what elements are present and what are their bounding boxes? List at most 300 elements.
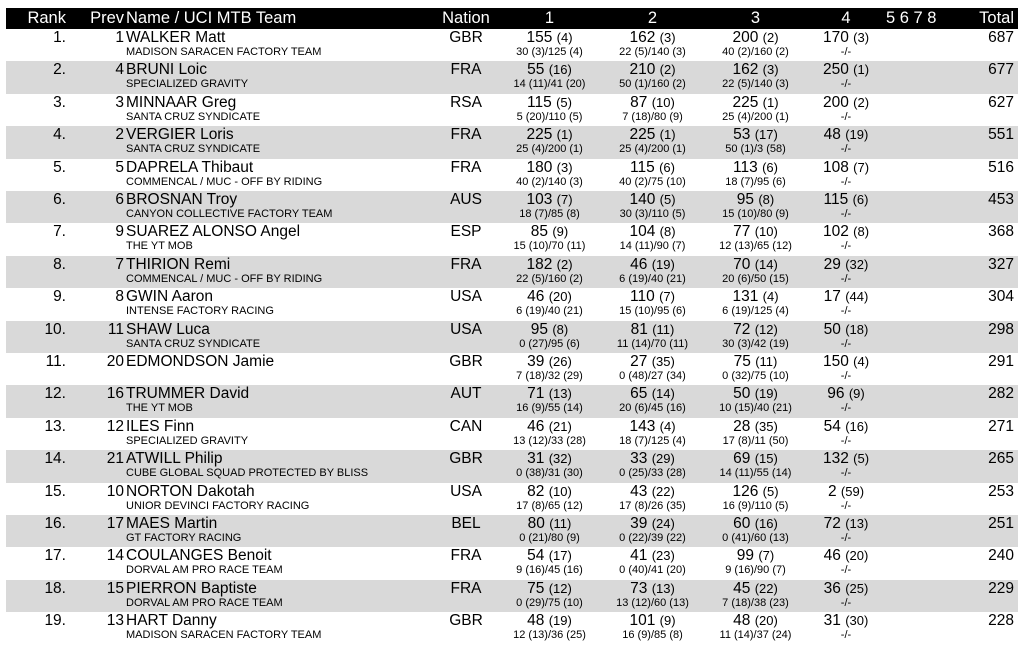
round-2-breakdown: 11 (14)/70 (11) <box>616 337 689 350</box>
nation-cell: CAN <box>449 417 483 435</box>
team-name: SANTA CRUZ SYNDICATE <box>126 143 261 156</box>
table-row <box>6 385 1018 417</box>
prev-rank-cell: 17 <box>106 515 124 532</box>
round-points: 39 <box>527 353 545 370</box>
rank-cell: 10. <box>44 320 66 338</box>
round-position: (1) <box>853 62 870 78</box>
round-1-breakdown: 22 (5)/160 (2) <box>516 272 583 285</box>
rider-name: MAES Martin <box>126 515 218 532</box>
round-points: 140 <box>629 191 656 208</box>
round-points: 96 <box>827 385 845 403</box>
round-3-breakdown: 22 (5)/140 (3) <box>722 78 789 91</box>
round-4-points <box>806 288 886 306</box>
round-points: 225 <box>629 126 656 144</box>
round-4-points <box>806 418 886 436</box>
prev-rank-cell: 8 <box>115 288 124 306</box>
round-2-breakdown: 6 (19)/40 (21) <box>619 272 686 285</box>
total-points: 291 <box>988 353 1014 370</box>
rank-cell: 15. <box>44 482 66 500</box>
team-name: UNIOR DEVINCI FACTORY RACING <box>126 499 310 512</box>
round-2-points <box>615 256 690 274</box>
rank-cell: 13. <box>44 417 66 435</box>
round-position: (16) <box>548 62 572 78</box>
round-points: 182 <box>526 255 553 273</box>
total-points: 228 <box>988 612 1014 630</box>
round-1-points <box>512 256 587 274</box>
round-2-points <box>615 159 690 177</box>
header-nation: Nation <box>442 9 490 27</box>
team-name: SPECIALIZED GRAVITY <box>126 434 249 447</box>
round-points: 210 <box>629 61 656 79</box>
round-points: 104 <box>629 223 656 241</box>
round-position: (16) <box>754 516 778 531</box>
round-1-breakdown: 9 (16)/45 (16) <box>516 564 583 577</box>
rider-name: WALKER Matt <box>126 29 226 46</box>
round-1-breakdown: 0 (21)/80 (9) <box>519 532 580 544</box>
round-3-points <box>718 94 793 112</box>
table-row <box>6 61 1018 93</box>
round-1-points <box>512 353 587 371</box>
round-points: 31 <box>823 612 841 630</box>
round-4-breakdown: -/- <box>840 499 852 512</box>
round-3-breakdown: 25 (4)/200 (1) <box>722 110 789 123</box>
round-1-points <box>512 126 587 144</box>
round-position: (14) <box>754 256 778 272</box>
round-3-breakdown: 6 (19)/125 (4) <box>722 305 789 318</box>
rank-cell: 17. <box>44 547 66 565</box>
prev-rank-cell: 13 <box>106 612 124 630</box>
table-row <box>6 256 1018 288</box>
round-2-breakdown: 17 (8)/26 (35) <box>619 499 686 512</box>
round-points: 99 <box>736 547 755 565</box>
rank-cell: 19. <box>44 612 66 630</box>
round-position: (4) <box>556 30 573 45</box>
header-name: Name / UCI MTB Team <box>126 9 297 27</box>
round-position: (21) <box>548 418 572 434</box>
round-position: (13) <box>845 516 869 531</box>
round-points: 45 <box>733 579 751 597</box>
total-points: 368 <box>988 223 1014 241</box>
round-position: (7) <box>556 192 573 207</box>
round-position: (9) <box>552 224 569 240</box>
nation-cell: GBR <box>449 612 483 630</box>
round-points: 46 <box>630 255 648 273</box>
round-2-points <box>615 321 690 339</box>
round-position: (17) <box>548 548 572 564</box>
round-points: 39 <box>630 515 648 532</box>
round-points: 46 <box>823 547 841 565</box>
round-3-breakdown: 11 (14)/37 (24) <box>719 629 792 642</box>
prev-rank-cell: 7 <box>115 255 124 273</box>
round-3-breakdown: 15 (10)/80 (9) <box>722 208 789 220</box>
round-3-points <box>718 288 793 306</box>
total-points: 677 <box>988 61 1014 79</box>
round-2-points <box>615 385 690 403</box>
round-points: 162 <box>732 61 759 79</box>
team-name: COMMENCAL / MUC - OFF BY RIDING <box>126 272 323 285</box>
rider-name: THIRION Remi <box>126 255 231 273</box>
table-row <box>6 450 1018 482</box>
table-row <box>6 94 1018 126</box>
round-points: 126 <box>732 482 759 500</box>
round-1-points <box>512 547 587 565</box>
round-points: 87 <box>630 93 648 111</box>
round-1-points <box>512 288 587 306</box>
round-4-breakdown: -/- <box>840 337 852 350</box>
team-name: DORVAL AM PRO RACE TEAM <box>126 596 283 609</box>
round-position: (3) <box>659 30 676 45</box>
round-3-points <box>718 353 793 371</box>
team-name: GT FACTORY RACING <box>126 532 242 544</box>
rider-name: EDMONDSON Jamie <box>126 353 275 370</box>
round-2-breakdown: 0 (25)/33 (28) <box>619 467 686 480</box>
round-position: (2) <box>556 256 573 272</box>
round-position: (2) <box>762 30 779 45</box>
nation-cell: GBR <box>449 450 483 468</box>
round-4-breakdown: -/- <box>840 110 852 123</box>
table-header <box>6 8 1018 29</box>
round-points: 41 <box>630 547 648 565</box>
total-points: 327 <box>988 255 1014 273</box>
round-1-points <box>512 450 587 468</box>
prev-rank-cell: 12 <box>106 417 124 435</box>
round-1-points <box>512 191 587 209</box>
round-1-breakdown: 18 (7)/85 (8) <box>519 208 580 220</box>
nation-cell: BEL <box>451 515 481 532</box>
round-2-points <box>615 612 690 630</box>
round-points: 48 <box>733 612 751 630</box>
round-2-points <box>615 547 690 565</box>
round-position: (1) <box>659 127 676 143</box>
nation-cell: USA <box>450 320 482 338</box>
rank-cell: 7. <box>53 223 66 241</box>
round-2-breakdown: 0 (48)/27 (34) <box>619 370 686 382</box>
rank-cell: 11. <box>45 353 66 370</box>
rider-name: HART Danny <box>126 612 217 630</box>
rider-name: ATWILL Philip <box>126 450 223 468</box>
round-3-breakdown: 20 (6)/50 (15) <box>722 272 789 285</box>
round-points: 115 <box>823 191 849 208</box>
round-3-points <box>718 483 793 501</box>
round-position: (19) <box>548 613 572 629</box>
round-4-points <box>806 94 886 112</box>
round-3-points <box>718 612 793 630</box>
prev-rank-cell: 16 <box>106 385 124 403</box>
round-1-breakdown: 16 (9)/55 (14) <box>516 402 583 415</box>
prev-rank-cell: 5 <box>115 158 124 176</box>
round-1-breakdown: 25 (4)/200 (1) <box>516 143 583 156</box>
round-4-points <box>806 126 886 144</box>
round-position: (32) <box>845 256 869 272</box>
round-3-points <box>718 515 793 533</box>
round-points: 170 <box>822 29 849 46</box>
round-position: (13) <box>548 386 572 402</box>
round-position: (20) <box>548 289 572 305</box>
total-points: 265 <box>988 450 1014 468</box>
rank-cell: 6. <box>53 191 66 208</box>
prev-rank-cell: 10 <box>106 482 124 500</box>
round-points: 80 <box>527 515 545 532</box>
round-4-points <box>806 515 886 533</box>
round-1-breakdown: 13 (12)/33 (28) <box>513 434 586 447</box>
round-1-breakdown: 6 (19)/40 (21) <box>516 305 583 318</box>
round-points: 65 <box>630 385 648 403</box>
rider-name: GWIN Aaron <box>126 288 213 306</box>
rider-name: COULANGES Benoit <box>126 547 272 565</box>
round-position: (3) <box>762 62 779 78</box>
round-points: 85 <box>530 223 549 241</box>
round-4-breakdown: -/- <box>840 402 852 415</box>
round-3-breakdown: 0 (41)/60 (13) <box>722 532 789 544</box>
round-4-points <box>806 61 886 79</box>
round-points: 71 <box>527 385 545 403</box>
round-points: 95 <box>736 191 755 208</box>
round-position: (4) <box>853 354 870 369</box>
round-points: 150 <box>822 353 849 370</box>
rank-cell: 2. <box>53 61 66 79</box>
total-points: 229 <box>988 579 1014 597</box>
total-points: 271 <box>988 417 1014 435</box>
round-position: (10) <box>548 483 572 499</box>
prev-rank-cell: 4 <box>115 61 124 79</box>
round-points: 43 <box>630 482 648 500</box>
round-position: (44) <box>845 289 869 305</box>
team-name: INTENSE FACTORY RACING <box>126 305 274 318</box>
round-points: 53 <box>733 126 751 144</box>
round-position: (7) <box>758 548 775 564</box>
total-points: 240 <box>988 547 1014 565</box>
round-position: (18) <box>845 321 869 337</box>
round-position: (20) <box>754 613 778 629</box>
team-name: THE YT MOB <box>126 240 193 253</box>
round-1-points <box>512 61 587 79</box>
nation-cell: GBR <box>449 353 483 370</box>
round-1-points <box>512 29 587 47</box>
round-position: (32) <box>548 451 572 467</box>
round-1-points <box>512 580 587 598</box>
round-position: (1) <box>762 94 779 110</box>
header-round-1: 1 <box>544 9 555 27</box>
round-points: 55 <box>527 61 545 79</box>
round-2-breakdown: 13 (12)/60 (13) <box>616 596 689 609</box>
nation-cell: FRA <box>450 547 482 565</box>
total-points: 627 <box>988 93 1014 111</box>
round-points: 50 <box>823 320 841 338</box>
round-2-breakdown: 15 (10)/95 (6) <box>619 305 686 318</box>
round-position: (19) <box>651 256 675 272</box>
nation-cell: ESP <box>450 223 482 241</box>
round-4-points <box>806 547 886 565</box>
round-points: 46 <box>527 417 545 435</box>
round-1-breakdown: 0 (29)/75 (10) <box>516 596 583 609</box>
round-1-breakdown: 7 (18)/32 (29) <box>516 370 583 382</box>
round-points: 115 <box>527 93 552 111</box>
round-1-breakdown: 0 (27)/95 (6) <box>519 337 580 350</box>
round-points: 17 <box>823 288 841 306</box>
round-position: (4) <box>659 418 676 434</box>
team-name: THE YT MOB <box>126 402 193 415</box>
round-1-points <box>512 483 587 501</box>
prev-rank-cell: 20 <box>106 353 124 370</box>
round-points: 200 <box>822 93 849 111</box>
round-position: (5) <box>556 94 572 110</box>
round-1-breakdown: 5 (20)/110 (5) <box>516 110 583 123</box>
round-position: (9) <box>659 613 676 629</box>
round-3-points <box>718 580 793 598</box>
round-2-points <box>615 450 690 468</box>
round-4-breakdown: -/- <box>840 467 852 480</box>
round-1-breakdown: 40 (2)/140 (3) <box>516 175 583 188</box>
rank-cell: 1. <box>53 29 66 46</box>
table-row <box>6 321 1018 353</box>
round-position: (8) <box>758 192 775 207</box>
nation-cell: FRA <box>450 126 482 144</box>
team-name: CANYON COLLECTIVE FACTORY TEAM <box>126 208 333 220</box>
round-1-breakdown: 0 (38)/31 (30) <box>516 467 583 480</box>
round-points: 48 <box>527 612 545 630</box>
round-points: 108 <box>822 158 849 176</box>
rider-name: BRUNI Loic <box>126 61 207 79</box>
round-points: 162 <box>629 29 656 46</box>
round-points: 72 <box>823 515 841 532</box>
round-3-points <box>718 223 793 241</box>
rank-cell: 3. <box>53 93 66 111</box>
round-4-breakdown: -/- <box>840 46 852 58</box>
round-position: (5) <box>762 483 779 499</box>
round-2-points <box>615 61 690 79</box>
round-3-points <box>718 321 793 339</box>
round-1-breakdown: 17 (8)/65 (12) <box>516 499 583 512</box>
round-position: (29) <box>651 451 675 467</box>
round-position: (13) <box>651 580 675 596</box>
round-points: 180 <box>526 158 553 176</box>
round-position: (6) <box>762 159 778 175</box>
prev-rank-cell: 21 <box>106 450 124 468</box>
round-4-breakdown: -/- <box>840 175 852 188</box>
round-position: (19) <box>754 386 778 402</box>
round-4-points <box>806 159 886 177</box>
round-points: 33 <box>630 450 648 468</box>
round-points: 225 <box>526 126 553 144</box>
round-position: (5) <box>659 192 676 207</box>
round-4-points <box>806 223 886 241</box>
total-points: 453 <box>988 191 1014 208</box>
round-position: (7) <box>853 159 870 175</box>
round-4-points <box>806 612 886 630</box>
rank-cell: 5. <box>53 158 66 176</box>
total-points: 687 <box>988 29 1014 46</box>
rider-name: VERGIER Loris <box>126 126 234 144</box>
round-position: (25) <box>845 580 869 596</box>
round-position: (35) <box>754 418 778 434</box>
round-points: 81 <box>630 320 648 338</box>
round-2-breakdown: 25 (4)/200 (1) <box>619 143 686 156</box>
round-position: (17) <box>754 127 778 143</box>
round-position: (23) <box>651 548 675 564</box>
rank-cell: 12. <box>44 385 66 403</box>
round-3-breakdown: 14 (11)/55 (14) <box>719 467 792 480</box>
round-points: 28 <box>733 417 751 435</box>
round-3-breakdown: 17 (8)/11 (50) <box>722 434 789 447</box>
round-1-points <box>512 612 587 630</box>
round-1-breakdown: 14 (11)/41 (20) <box>513 78 586 91</box>
round-points: 82 <box>527 482 545 500</box>
round-points: 69 <box>733 450 751 468</box>
round-position: (6) <box>852 192 869 207</box>
rank-cell: 16. <box>44 515 66 532</box>
round-points: 225 <box>732 93 759 111</box>
round-points: 132 <box>822 450 849 468</box>
rider-name: DAPRELA Thibaut <box>126 158 254 176</box>
round-position: (12) <box>754 321 778 337</box>
nation-cell: RSA <box>450 93 482 111</box>
table-row <box>6 547 1018 579</box>
round-1-points <box>512 223 587 241</box>
total-points: 551 <box>988 126 1014 144</box>
prev-rank-cell: 9 <box>115 223 124 241</box>
table-row <box>6 515 1018 547</box>
round-points: 115 <box>630 158 655 176</box>
prev-rank-cell: 6 <box>115 191 124 208</box>
header-total: Total <box>979 9 1014 27</box>
round-2-breakdown: 18 (7)/125 (4) <box>619 434 686 447</box>
nation-cell: FRA <box>450 579 482 597</box>
nation-cell: USA <box>450 482 482 500</box>
round-3-points <box>718 159 793 177</box>
round-points: 29 <box>823 255 841 273</box>
total-points: 298 <box>988 320 1014 338</box>
nation-cell: GBR <box>449 29 483 46</box>
round-2-breakdown: 22 (5)/140 (3) <box>619 46 686 58</box>
round-2-points <box>615 191 690 209</box>
prev-rank-cell: 11 <box>107 320 124 338</box>
round-position: (15) <box>754 451 778 467</box>
total-points: 251 <box>988 515 1014 532</box>
round-points: 60 <box>733 515 751 532</box>
round-3-points <box>718 418 793 436</box>
nation-cell: FRA <box>450 61 482 79</box>
round-1-points <box>512 159 587 177</box>
round-position: (10) <box>754 224 778 240</box>
team-name: DORVAL AM PRO RACE TEAM <box>126 564 283 577</box>
round-position: (26) <box>548 354 572 369</box>
round-position: (16) <box>845 418 869 434</box>
round-position: (2) <box>659 62 676 78</box>
round-2-breakdown: 20 (6)/45 (16) <box>619 402 686 415</box>
header-rounds-5-8: 5 6 7 8 <box>886 9 937 27</box>
rider-name: ILES Finn <box>126 417 195 435</box>
rank-cell: 9. <box>53 288 66 306</box>
round-position: (4) <box>762 289 779 305</box>
header-round-4: 4 <box>841 9 851 27</box>
round-points: 110 <box>630 288 655 306</box>
round-4-points <box>806 191 886 209</box>
round-3-breakdown: 7 (18)/38 (23) <box>722 596 789 609</box>
nation-cell: FRA <box>450 255 482 273</box>
prev-rank-cell: 1 <box>115 29 124 46</box>
team-name: SANTA CRUZ SYNDICATE <box>126 110 261 123</box>
round-points: 70 <box>733 255 751 273</box>
round-position: (2) <box>853 94 870 110</box>
round-2-breakdown: 0 (22)/39 (22) <box>619 532 686 544</box>
round-points: 72 <box>733 320 751 338</box>
round-points: 27 <box>630 353 648 370</box>
table-row <box>6 612 1018 644</box>
rider-name: MINNAAR Greg <box>126 93 237 111</box>
round-2-points <box>615 580 690 598</box>
round-4-points <box>806 256 886 274</box>
round-position: (3) <box>556 159 573 175</box>
